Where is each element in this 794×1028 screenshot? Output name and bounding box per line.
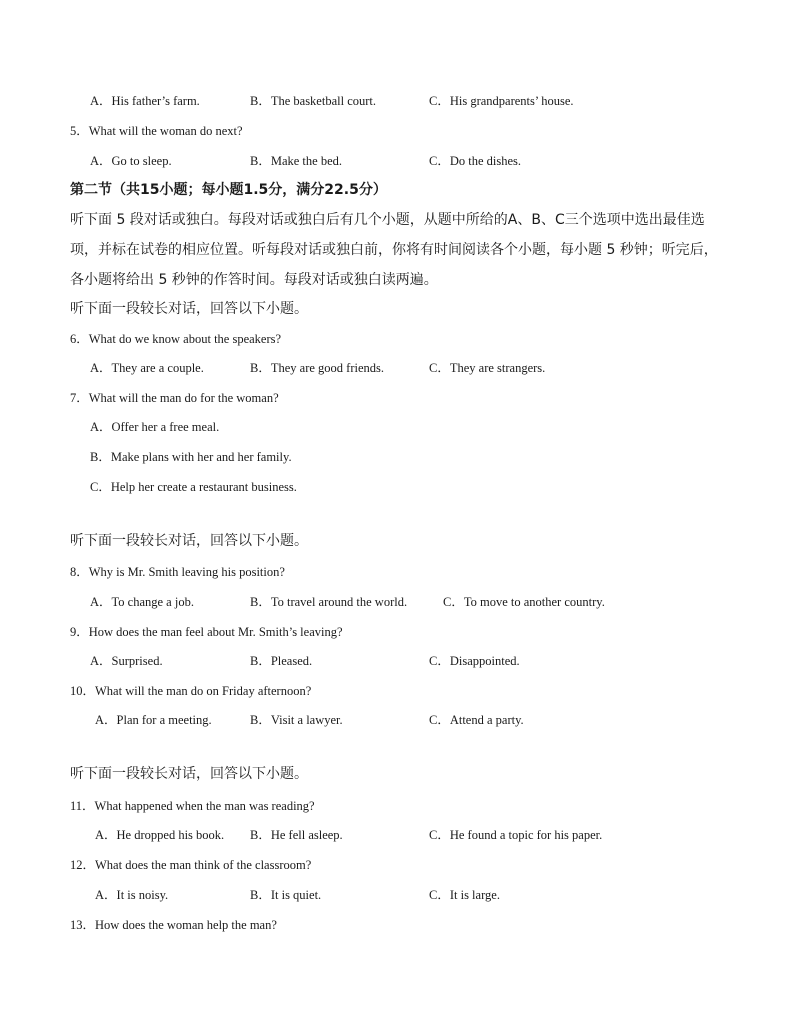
q13-question: 13．How does the woman help the man? — [70, 918, 277, 932]
q12-option-b: B．It is quiet. — [250, 888, 322, 902]
q10-options — [90, 709, 750, 731]
q7-question: 7．What will the man do for the woman? — [70, 391, 279, 405]
q9-question: 9．How does the man feel about Mr. Smith’s leaving? — [70, 625, 343, 639]
q4-options — [90, 90, 750, 112]
q10-option-b: B．Visit a lawyer. — [250, 713, 343, 727]
q5-question: 5．What will the woman do next? — [70, 124, 243, 138]
q4-option-c: C．His grandparents’ house. — [429, 94, 574, 108]
q10-question: 10．What will the man do on Friday afternoon? — [70, 684, 312, 698]
q6-question: 6．What do we know about the speakers? — [70, 332, 282, 346]
q8-options — [90, 591, 750, 613]
section2-heading: 第二节（共15小题；每小题1.5分，满分22.5分） — [70, 182, 387, 198]
instruction-line: 各小题将给出 5 秒钟的作答时间。每段对话或独白读两遍。 — [70, 272, 438, 288]
q9-options — [90, 650, 750, 672]
q8-option-b: B．To travel around the world. — [250, 595, 408, 609]
q8-question: 8．Why is Mr. Smith leaving his position? — [70, 565, 285, 579]
q5-options — [90, 150, 750, 172]
q7-option-b: B．Make plans with her and her family. — [90, 450, 292, 464]
q12-option-a: A．It is noisy. — [95, 888, 169, 902]
q6-option-c: C．They are strangers. — [429, 361, 546, 375]
group1-intro: 听下面一段较长对话，回答以下小题。 — [70, 301, 308, 317]
q11-option-c: C．He found a topic for his paper. — [429, 828, 603, 842]
q5-option-b: B．Make the bed. — [250, 154, 342, 168]
q6-option-b: B．They are good friends. — [250, 361, 384, 375]
q10-option-a: A．Plan for a meeting. — [95, 713, 212, 727]
q9-option-c: C．Disappointed. — [429, 654, 520, 668]
instruction-line: 听下面 5 段对话或独白。每段对话或独白后有几个小题，从题中所给的A、B、C三个选项中选出最佳选 — [70, 212, 705, 228]
q6-options — [90, 357, 750, 379]
q8-option-c: C．To move to another country. — [443, 595, 605, 609]
q4-option-b: B．The basketball court. — [250, 94, 377, 108]
q11-option-b: B．He fell asleep. — [250, 828, 343, 842]
q12-question: 12．What does the man think of the classroom? — [70, 858, 312, 872]
section2-instructions — [70, 205, 740, 295]
q5-option-a: A．Go to sleep. — [90, 154, 172, 168]
q8-option-a: A．To change a job. — [90, 595, 194, 609]
q12-options — [90, 884, 750, 906]
group3-intro: 听下面一段较长对话，回答以下小题。 — [70, 766, 308, 782]
group2-intro: 听下面一段较长对话，回答以下小题。 — [70, 533, 308, 549]
q7-option-a: A．Offer her a free meal. — [90, 420, 220, 434]
q4-option-a: A．His father’s farm. — [90, 94, 200, 108]
q6-option-a: A．They are a couple. — [90, 361, 204, 375]
q11-question: 11．What happened when the man was reading? — [70, 799, 315, 813]
q11-options — [90, 824, 750, 846]
q9-option-a: A．Surprised. — [90, 654, 163, 668]
q7-option-c: C．Help her create a restaurant business. — [90, 480, 297, 494]
q11-option-a: A．He dropped his book. — [95, 828, 225, 842]
q5-option-c: C．Do the dishes. — [429, 154, 522, 168]
instruction-line: 项，并标在试卷的相应位置。听每段对话或独白前，你将有时间阅读各个小题，每小题 5 秒钟；听完后， — [70, 242, 718, 258]
q12-option-c: C．It is large. — [429, 888, 500, 902]
q9-option-b: B．Pleased. — [250, 654, 313, 668]
q10-option-c: C．Attend a party. — [429, 713, 524, 727]
